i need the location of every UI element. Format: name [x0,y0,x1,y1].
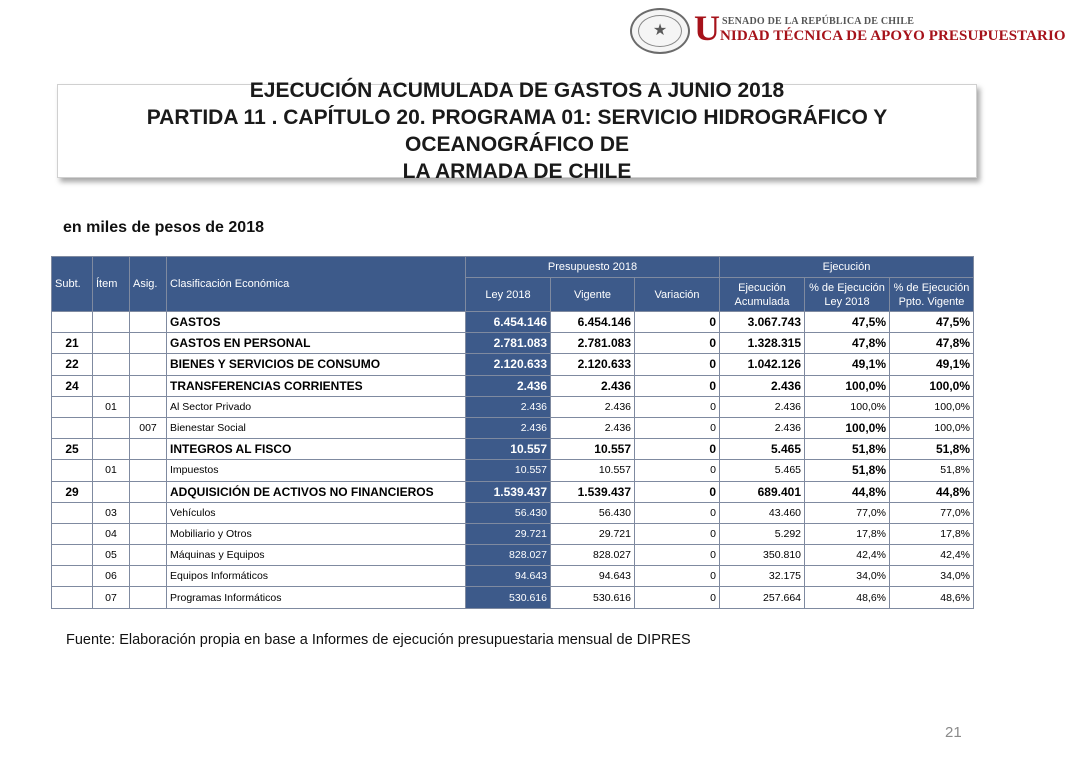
cell-asig [130,481,167,502]
cell-clasificacion: Impuestos [167,460,466,481]
cell-clasificacion: TRANSFERENCIAS CORRIENTES [167,375,466,396]
cell-vigente: 1.539.437 [551,481,635,502]
cell-subt [52,587,93,608]
cell-ley: 6.454.146 [466,312,551,333]
header-asig: Asig. [130,257,167,312]
cell-pct-vigente: 100,0% [890,396,974,417]
cell-item: 01 [93,460,130,481]
cell-clasificacion: Mobiliario y Otros [167,523,466,544]
cell-pct-vigente: 42,4% [890,545,974,566]
cell-asig [130,587,167,608]
header-clasificacion: Clasificación Económica [167,257,466,312]
cell-item [93,481,130,502]
cell-subt [52,312,93,333]
table-row [52,417,974,438]
cell-pct-vigente: 44,8% [890,481,974,502]
cell-vigente: 530.616 [551,587,635,608]
cell-item: 01 [93,396,130,417]
header-vigente: Vigente [551,278,635,312]
cell-pct-ley: 100,0% [805,375,890,396]
cell-pct-vigente: 34,0% [890,566,974,587]
cell-ejecucion: 3.067.743 [720,312,805,333]
cell-pct-vigente: 100,0% [890,417,974,438]
cell-subt: 24 [52,375,93,396]
cell-item: 07 [93,587,130,608]
cell-variacion: 0 [635,460,720,481]
cell-item: 05 [93,545,130,566]
header-group-presupuesto: Presupuesto 2018 [466,257,720,278]
cell-subt: 25 [52,439,93,460]
cell-variacion: 0 [635,523,720,544]
cell-ley: 828.027 [466,545,551,566]
cell-asig: 007 [130,417,167,438]
cell-variacion: 0 [635,354,720,375]
cell-pct-vigente: 51,8% [890,439,974,460]
table-row [52,375,974,396]
cell-ejecucion: 32.175 [720,566,805,587]
cell-clasificacion: Equipos Informáticos [167,566,466,587]
cell-vigente: 828.027 [551,545,635,566]
cell-ejecucion: 5.292 [720,523,805,544]
cell-clasificacion: Programas Informáticos [167,587,466,608]
cell-subt [52,460,93,481]
cell-subt: 21 [52,333,93,354]
cell-subt [52,523,93,544]
cell-ley: 530.616 [466,587,551,608]
cell-item [93,375,130,396]
cell-vigente: 10.557 [551,460,635,481]
table-row [52,396,974,417]
cell-ejecucion: 5.465 [720,460,805,481]
cell-ley: 29.721 [466,523,551,544]
table-row [52,460,974,481]
cell-pct-ley: 51,8% [805,439,890,460]
cell-variacion: 0 [635,545,720,566]
cell-variacion: 0 [635,333,720,354]
cell-subt [52,502,93,523]
cell-asig [130,545,167,566]
cell-item [93,333,130,354]
cell-item [93,439,130,460]
cell-variacion: 0 [635,481,720,502]
header-pct-vigente: % de Ejecución Ppto. Vigente [890,278,974,312]
cell-ley: 2.436 [466,396,551,417]
cell-pct-ley: 100,0% [805,417,890,438]
cell-ley: 2.120.633 [466,354,551,375]
cell-variacion: 0 [635,502,720,523]
cell-vigente: 2.120.633 [551,354,635,375]
cell-pct-vigente: 100,0% [890,375,974,396]
cell-clasificacion: GASTOS [167,312,466,333]
brand-line-2: NIDAD TÉCNICA DE APOYO PRESUPUESTARIO [720,28,1066,44]
cell-clasificacion: GASTOS EN PERSONAL [167,333,466,354]
cell-pct-vigente: 49,1% [890,354,974,375]
cell-subt [52,417,93,438]
cell-pct-ley: 47,8% [805,333,890,354]
cell-item [93,417,130,438]
cell-asig [130,333,167,354]
cell-variacion: 0 [635,439,720,460]
title-box [57,79,977,183]
cell-ejecucion: 43.460 [720,502,805,523]
cell-asig [130,460,167,481]
cell-ley: 2.781.083 [466,333,551,354]
cell-vigente: 2.781.083 [551,333,635,354]
cell-ejecucion: 2.436 [720,417,805,438]
cell-subt [52,396,93,417]
cell-vigente: 94.643 [551,566,635,587]
cell-pct-ley: 100,0% [805,396,890,417]
header-item: Ítem [93,257,130,312]
cell-asig [130,354,167,375]
cell-vigente: 29.721 [551,523,635,544]
cell-variacion: 0 [635,417,720,438]
cell-asig [130,312,167,333]
cell-vigente: 6.454.146 [551,312,635,333]
cell-ley: 10.557 [466,439,551,460]
cell-ejecucion: 2.436 [720,375,805,396]
cell-subt: 22 [52,354,93,375]
cell-pct-ley: 42,4% [805,545,890,566]
table-row [52,502,974,523]
cell-clasificacion: Vehículos [167,502,466,523]
cell-item: 04 [93,523,130,544]
cell-pct-vigente: 77,0% [890,502,974,523]
cell-vigente: 56.430 [551,502,635,523]
table-row [52,523,974,544]
cell-variacion: 0 [635,375,720,396]
cell-vigente: 10.557 [551,439,635,460]
cell-pct-vigente: 47,8% [890,333,974,354]
cell-asig [130,439,167,460]
table-row [52,587,974,608]
table-row [52,566,974,587]
cell-ley: 94.643 [466,566,551,587]
cell-variacion: 0 [635,312,720,333]
header-group-ejecucion: Ejecución [720,257,974,278]
brand-line-1: SENADO DE LA REPÚBLICA DE CHILE [722,16,915,27]
table-row [52,439,974,460]
cell-ley: 10.557 [466,460,551,481]
table-row [52,354,974,375]
title-line-3: LA ARMADA DE CHILE [402,160,632,183]
cell-ejecucion: 257.664 [720,587,805,608]
cell-variacion: 0 [635,587,720,608]
table-row [52,545,974,566]
cell-clasificacion: Máquinas y Equipos [167,545,466,566]
header-ejecucion-acumulada: Ejecución Acumulada [720,278,805,312]
cell-item [93,312,130,333]
cell-pct-ley: 34,0% [805,566,890,587]
header-pct-ley: % de Ejecución Ley 2018 [805,278,890,312]
cell-pct-ley: 77,0% [805,502,890,523]
cell-asig [130,396,167,417]
header-subt: Subt. [52,257,93,312]
title-line-1: EJECUCIÓN ACUMULADA DE GASTOS A JUNIO 2018 [249,79,785,102]
budget-execution-table [51,256,974,609]
header-ley: Ley 2018 [466,278,551,312]
cell-subt [52,545,93,566]
units-caption: en miles de pesos de 2018 [63,219,264,236]
cell-ley: 2.436 [466,375,551,396]
cell-ejecucion: 5.465 [720,439,805,460]
cell-pct-ley: 48,6% [805,587,890,608]
cell-item [93,354,130,375]
cell-clasificacion: Bienestar Social [167,417,466,438]
title-line-2: PARTIDA 11 . CAPÍTULO 20. PROGRAMA 01: SERVICIO HIDROGRÁFICO Y OCEANOGRÁFICO DE [146,106,888,156]
cell-item: 03 [93,502,130,523]
cell-vigente: 2.436 [551,417,635,438]
cell-pct-ley: 17,8% [805,523,890,544]
table-row [52,312,974,333]
page-number: 21 [945,724,962,741]
cell-pct-ley: 51,8% [805,460,890,481]
cell-pct-ley: 49,1% [805,354,890,375]
cell-ejecucion: 1.042.126 [720,354,805,375]
cell-vigente: 2.436 [551,375,635,396]
table-row [52,481,974,502]
source-note: Fuente: Elaboración propia en base a Informes de ejecución presupuestaria mensual de DIPRES [66,632,691,648]
cell-pct-ley: 44,8% [805,481,890,502]
cell-pct-vigente: 51,8% [890,460,974,481]
table-row [52,333,974,354]
cell-ejecucion: 2.436 [720,396,805,417]
cell-item: 06 [93,566,130,587]
cell-ley: 56.430 [466,502,551,523]
cell-pct-vigente: 48,6% [890,587,974,608]
cell-ejecucion: 1.328.315 [720,333,805,354]
brand-initial: U [694,8,720,48]
cell-ley: 1.539.437 [466,481,551,502]
cell-asig [130,523,167,544]
cell-clasificacion: Al Sector Privado [167,396,466,417]
star-icon: ★ [652,20,668,39]
cell-pct-vigente: 17,8% [890,523,974,544]
header-variacion: Variación [635,278,720,312]
cell-asig [130,375,167,396]
cell-pct-vigente: 47,5% [890,312,974,333]
cell-variacion: 0 [635,396,720,417]
cell-ley: 2.436 [466,417,551,438]
cell-pct-ley: 47,5% [805,312,890,333]
cell-asig [130,502,167,523]
cell-ejecucion: 689.401 [720,481,805,502]
cell-vigente: 2.436 [551,396,635,417]
cell-clasificacion: BIENES Y SERVICIOS DE CONSUMO [167,354,466,375]
cell-clasificacion: ADQUISICIÓN DE ACTIVOS NO FINANCIEROS [167,481,466,502]
senado-seal-logo [630,8,690,54]
cell-subt: 29 [52,481,93,502]
cell-subt [52,566,93,587]
cell-clasificacion: INTEGROS AL FISCO [167,439,466,460]
cell-variacion: 0 [635,566,720,587]
cell-asig [130,566,167,587]
cell-ejecucion: 350.810 [720,545,805,566]
